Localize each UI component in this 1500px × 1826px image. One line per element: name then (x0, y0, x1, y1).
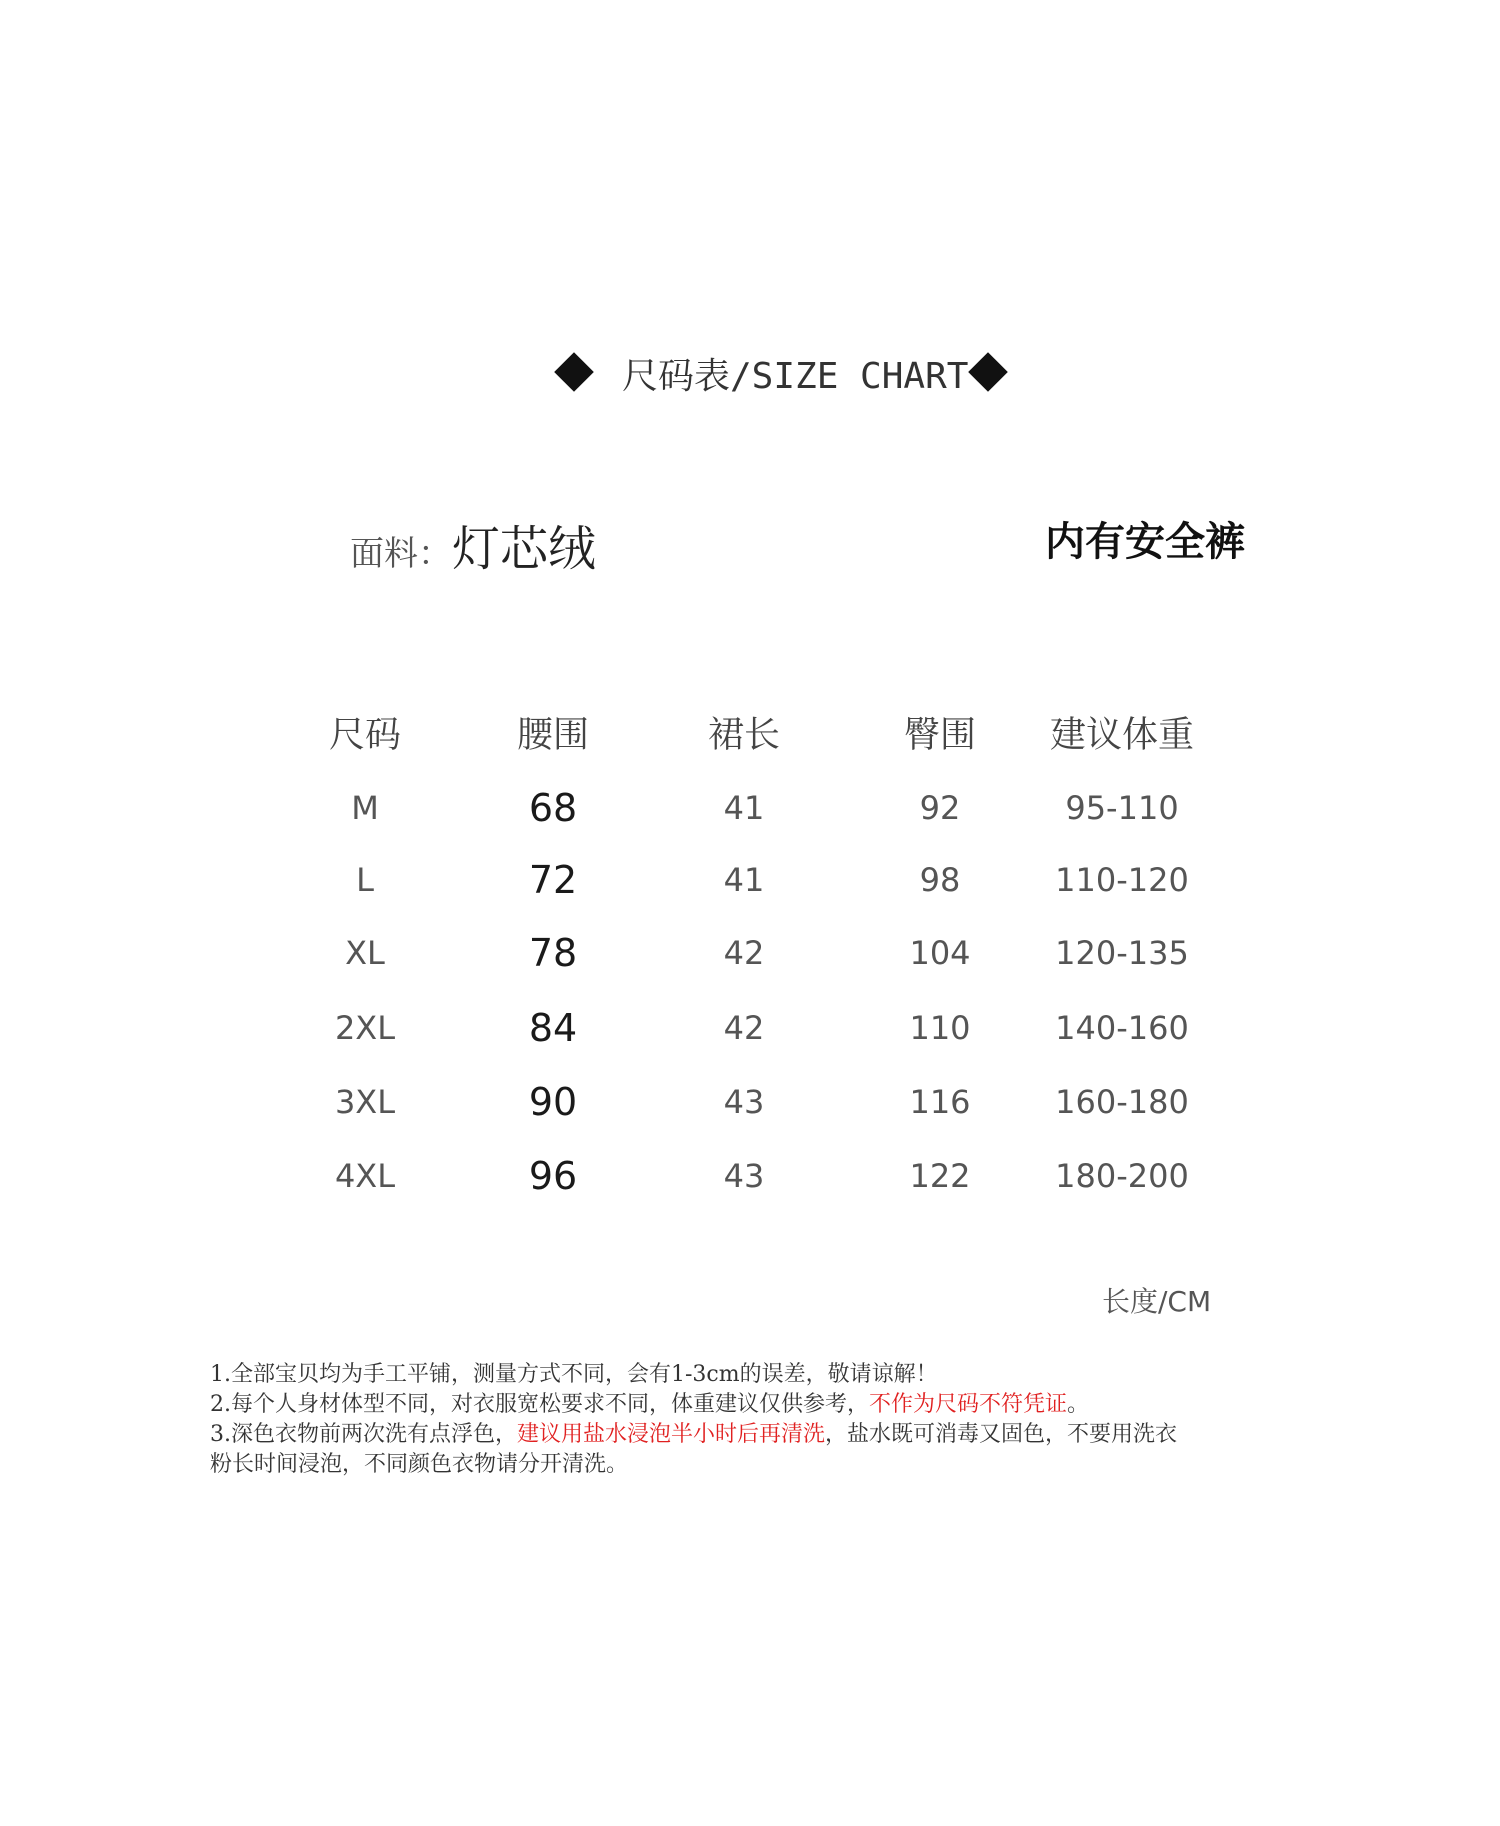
note-text: ，盐水既可消毒又固色，不要用洗衣 (825, 1422, 1178, 1447)
fabric-info (350, 510, 596, 579)
cell-length: 41 (723, 789, 765, 827)
cell-size: M (351, 789, 379, 827)
cell-hip: 92 (919, 789, 961, 827)
cell-waist: 72 (528, 858, 578, 902)
note-text: 粉长时间浸泡，不同颜色衣物请分开清洗。 (210, 1452, 629, 1477)
cell-weight: 180-200 (1055, 1157, 1189, 1195)
cell-hip: 104 (909, 934, 971, 972)
note-line (210, 1420, 1310, 1450)
page-title: 尺码表/SIZE CHART (622, 356, 969, 397)
care-notes (210, 1360, 1310, 1480)
diamond-left-icon (554, 352, 594, 392)
note-text: 。 (1067, 1392, 1090, 1417)
cell-hip: 110 (909, 1009, 971, 1047)
header-length: 裙长 (707, 714, 781, 756)
cell-size: L (356, 861, 374, 899)
cell-waist: 90 (528, 1080, 578, 1124)
diamond-right-icon (968, 352, 1008, 392)
unit-label: 长度/CM (1102, 1285, 1212, 1318)
cell-weight: 140-160 (1055, 1009, 1189, 1047)
title-row (0, 340, 1500, 410)
cell-waist: 68 (528, 786, 578, 830)
cell-waist: 78 (528, 931, 578, 975)
cell-weight: 120-135 (1055, 934, 1189, 972)
cell-length: 42 (723, 1009, 765, 1047)
cell-weight: 110-120 (1055, 861, 1189, 899)
note-text: 2.每个人身材体型不同，对衣服宽松要求不同，体重建议仅供参考， (210, 1392, 869, 1417)
cell-length: 43 (723, 1157, 765, 1195)
cell-weight: 160-180 (1055, 1083, 1189, 1121)
fabric-value: 灯芯绒 (452, 521, 597, 577)
note-highlight: 建议用盐水浸泡半小时后再清洗 (517, 1422, 826, 1447)
cell-hip: 122 (909, 1157, 971, 1195)
cell-length: 42 (723, 934, 765, 972)
cell-size: XL (345, 934, 385, 972)
header-size: 尺码 (328, 714, 402, 756)
cell-size: 3XL (334, 1083, 396, 1121)
cell-size: 2XL (334, 1009, 396, 1047)
cell-hip: 116 (909, 1083, 971, 1121)
note-line (210, 1450, 1310, 1480)
note-line (210, 1360, 1310, 1390)
note-text: 3.深色衣物前两次洗有点浮色， (210, 1422, 517, 1447)
cell-waist: 96 (528, 1154, 578, 1198)
header-waist: 腰围 (516, 714, 590, 756)
note-highlight: 不作为尺码不符凭证 (869, 1392, 1068, 1417)
cell-length: 41 (723, 861, 765, 899)
cell-waist: 84 (528, 1006, 578, 1050)
safety-note: 内有安全裤 (1045, 519, 1245, 565)
cell-length: 43 (723, 1083, 765, 1121)
cell-size: 4XL (334, 1157, 396, 1195)
cell-weight: 95-110 (1065, 789, 1179, 827)
fabric-label: 面料： (350, 534, 452, 574)
note-line (210, 1390, 1310, 1420)
header-weight: 建议体重 (1049, 714, 1195, 756)
header-hip: 臀围 (903, 714, 977, 756)
cell-hip: 98 (919, 861, 961, 899)
note-text: 1.全部宝贝均为手工平铺，测量方式不同，会有1-3cm的误差，敬请谅解！ (210, 1362, 938, 1387)
